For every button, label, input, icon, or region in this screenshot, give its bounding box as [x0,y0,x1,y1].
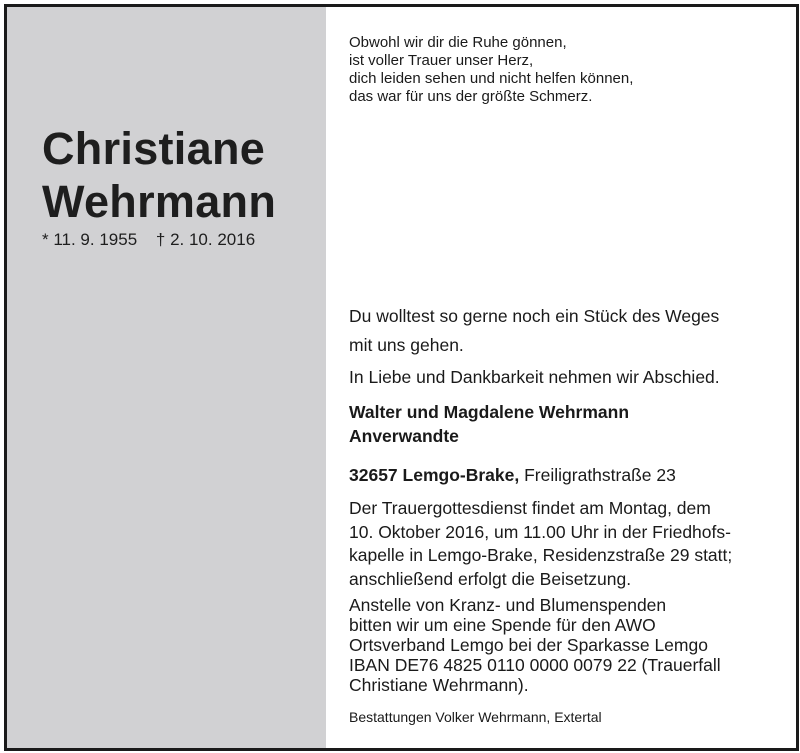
service-line: 10. Oktober 2016, um 11.00 Uhr in der Friedhofs- [349,521,731,542]
service-line: anschließend erfolgt die Beisetzung. [349,568,632,589]
mourner-line: Anverwandte [349,426,459,446]
address [349,464,779,487]
death-date: † 2. 10. 2016 [155,230,256,249]
life-dates [42,230,255,250]
donation-line: bitten wir um eine Spende für den AWO [349,615,656,635]
service-line: Der Trauergottesdienst findet am Montag, dem [349,498,711,518]
address-street: Freiligrathstraße 23 [524,465,676,485]
service-info [349,497,779,591]
last-name: Wehrmann [42,176,277,227]
donation-line: Ortsverband Lemgo bei der Sparkasse Lemgo [349,635,708,655]
mourners [349,400,779,448]
undertaker: Bestattungen Volker Wehrmann, Extertal [349,709,602,725]
poem [349,34,779,106]
donation-line: IBAN DE76 4825 0110 0000 0079 22 (Trauerfall [349,655,721,675]
poem-line: das war für uns der größte Schmerz. [349,88,593,105]
farewell-text: In Liebe und Dankbarkeit nehmen wir Abschied. [349,367,720,387]
service-line: kapelle in Lemgo-Brake, Residenzstraße 29 statt; [349,545,733,565]
donation-line: Christiane Wehrmann). [349,675,529,695]
mourner-line: Walter und Magdalene Wehrmann [349,402,630,422]
quote [349,302,779,360]
donation-info [349,595,779,695]
poem-line: dich leiden sehen und nicht helfen können, [349,70,634,87]
quote-line: mit uns gehen. [349,335,464,355]
poem-line: Obwohl wir dir die Ruhe gönnen, [349,34,567,51]
birth-date: * 11. 9. 1955 [42,230,138,249]
address-city: 32657 Lemgo-Brake, [349,465,520,485]
first-name: Christiane [42,123,266,174]
quote-line: Du wolltest so gerne noch ein Stück des Weges [349,306,720,326]
poem-line: ist voller Trauer unser Herz, [349,52,534,69]
deceased-name [42,122,276,228]
donation-line: Anstelle von Kranz- und Blumenspenden [349,595,667,615]
